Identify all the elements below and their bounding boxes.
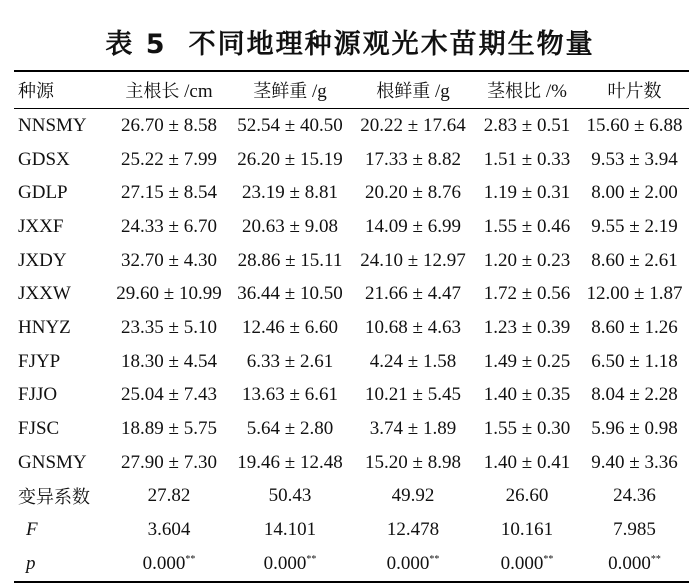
- table-cell: 20.22 ± 17.64: [360, 114, 466, 136]
- provenance-code: GNSMY: [18, 451, 87, 473]
- header-leaf-count: 叶片数: [607, 81, 662, 102]
- table-cell: 27.15 ± 8.54: [121, 182, 217, 204]
- table-cell: 10.21 ± 5.45: [365, 384, 461, 406]
- table-cell: 1.49 ± 0.25: [483, 350, 571, 372]
- table-cell: 13.63 ± 6.61: [242, 384, 338, 406]
- provenance-code: JXDY: [18, 249, 67, 271]
- table-cell: 1.20 ± 0.23: [483, 249, 571, 271]
- table-row: [14, 446, 689, 480]
- table-cell: 1.72 ± 0.56: [483, 283, 571, 305]
- p-label: p: [26, 552, 36, 574]
- table-cell: 18.30 ± 4.54: [121, 350, 217, 372]
- header-stem-root-ratio: 茎根比 /%: [487, 81, 567, 102]
- table-cell: 3.74 ± 1.89: [369, 418, 457, 440]
- cv-label: 变异系数: [18, 487, 90, 509]
- table-cell: 14.101: [263, 519, 317, 541]
- table-cell: 5.96 ± 0.98: [591, 418, 678, 440]
- table-cell: 1.23 ± 0.39: [483, 316, 571, 338]
- table-cell: 27.82: [147, 485, 191, 507]
- table-cell: 24.33 ± 6.70: [121, 215, 217, 237]
- table-cell: 18.89 ± 5.75: [121, 418, 217, 440]
- table-cell: 20.63 ± 9.08: [242, 215, 338, 237]
- table-row: [14, 210, 689, 244]
- table-cell: 8.60 ± 1.26: [591, 316, 678, 338]
- provenance-code: JXXF: [18, 215, 64, 237]
- table-cell: 24.10 ± 12.97: [360, 249, 466, 271]
- table-cell: 6.50 ± 1.18: [591, 350, 678, 372]
- biomass-table: [14, 70, 689, 583]
- table-title: [0, 22, 700, 61]
- table-cell: 36.44 ± 10.50: [237, 283, 343, 305]
- table-cell: 21.66 ± 4.47: [365, 283, 461, 305]
- provenance-code: GDLP: [18, 182, 68, 204]
- table-cell: 17.33 ± 8.82: [365, 148, 461, 170]
- table-cell: 24.36: [613, 485, 656, 507]
- cv-row: [14, 480, 689, 514]
- table-cell: 8.60 ± 2.61: [591, 249, 678, 271]
- header-root-fresh-weight: 根鲜重 /g: [376, 81, 450, 102]
- table-cell: 1.55 ± 0.46: [483, 215, 571, 237]
- table-cell: 32.70 ± 4.30: [121, 249, 217, 271]
- table-cell: 14.09 ± 6.99: [365, 215, 461, 237]
- table-row: [14, 109, 689, 143]
- table-cell: 10.68 ± 4.63: [365, 316, 461, 338]
- table-cell: 19.46 ± 12.48: [237, 451, 343, 473]
- significance-marker: **: [650, 553, 661, 565]
- p-row: [14, 547, 689, 582]
- header-row: [14, 71, 689, 109]
- provenance-code: FJSC: [18, 418, 60, 440]
- table-cell: 1.55 ± 0.30: [483, 418, 571, 440]
- table-cell: 8.00 ± 2.00: [591, 182, 678, 204]
- table-cell: 12.00 ± 1.87: [586, 283, 683, 305]
- provenance-code: JXXW: [18, 283, 71, 305]
- table-cell: 15.60 ± 6.88: [586, 114, 683, 136]
- table-cell: 0.000**: [386, 552, 440, 574]
- table-cell: 12.46 ± 6.60: [242, 316, 338, 338]
- f-row: [14, 513, 689, 547]
- table-cell: 27.90 ± 7.30: [121, 451, 217, 473]
- table-cell: 0.000**: [263, 552, 317, 574]
- table-caption: 不同地理种源观光木苗期生物量: [188, 29, 595, 60]
- table-cell: 28.86 ± 15.11: [237, 249, 343, 271]
- table-cell: 12.478: [386, 519, 440, 541]
- table-cell: 26.20 ± 15.19: [237, 148, 343, 170]
- header-stem-fresh-weight: 茎鲜重 /g: [253, 81, 327, 102]
- table-row: [14, 176, 689, 210]
- table-row: [14, 412, 689, 446]
- table-cell: 1.40 ± 0.35: [483, 384, 571, 406]
- table-row: [14, 379, 689, 413]
- table-cell: 25.22 ± 7.99: [121, 148, 217, 170]
- table-cell: 6.33 ± 2.61: [246, 350, 334, 372]
- table-cell: 3.604: [147, 519, 191, 541]
- table-cell: 4.24 ± 1.58: [369, 350, 457, 372]
- table-cell: 0.000**: [608, 552, 661, 574]
- table-cell: 10.161: [500, 519, 554, 541]
- table-cell: 25.04 ± 7.43: [121, 384, 217, 406]
- table-cell: 52.54 ± 40.50: [237, 114, 343, 136]
- table-cell: 23.35 ± 5.10: [121, 316, 217, 338]
- table-row: [14, 277, 689, 311]
- table-row: [14, 311, 689, 345]
- significance-marker: **: [306, 553, 317, 565]
- table-cell: 9.40 ± 3.36: [591, 451, 678, 473]
- table-cell: 1.51 ± 0.33: [483, 148, 571, 170]
- significance-marker: **: [543, 553, 554, 565]
- table-cell: 5.64 ± 2.80: [246, 418, 334, 440]
- table-cell: 49.92: [391, 485, 435, 507]
- table-cell: 9.55 ± 2.19: [591, 215, 678, 237]
- table-cell: 2.83 ± 0.51: [483, 114, 571, 136]
- table-cell: 0.000**: [500, 552, 554, 574]
- table-row: [14, 345, 689, 379]
- table-cell: 7.985: [613, 519, 656, 541]
- f-label: F: [26, 519, 38, 541]
- header-taproot-length: 主根长 /cm: [125, 81, 213, 102]
- significance-marker: **: [429, 553, 440, 565]
- significance-marker: **: [185, 553, 196, 565]
- table-cell: 0.000**: [142, 552, 196, 574]
- table-cell: 20.20 ± 8.76: [365, 182, 461, 204]
- provenance-code: FJYP: [18, 350, 61, 372]
- table-cell: 23.19 ± 8.81: [242, 182, 338, 204]
- provenance-code: GDSX: [18, 148, 70, 170]
- header-provenance: 种源: [18, 81, 54, 102]
- table-cell: 15.20 ± 8.98: [365, 451, 461, 473]
- table-cell: 26.60: [505, 485, 549, 507]
- provenance-code: HNYZ: [18, 316, 71, 338]
- provenance-code: NNSMY: [18, 114, 87, 136]
- table-row: [14, 143, 689, 177]
- table-cell: 8.04 ± 2.28: [591, 384, 678, 406]
- table-cell: 50.43: [268, 485, 312, 507]
- table-cell: 1.40 ± 0.41: [483, 451, 571, 473]
- table-cell: 1.19 ± 0.31: [483, 182, 571, 204]
- table-cell: 29.60 ± 10.99: [116, 283, 222, 305]
- table-cell: 9.53 ± 3.94: [591, 148, 678, 170]
- provenance-code: FJJO: [18, 384, 58, 406]
- table-number: 表 5: [105, 29, 167, 60]
- table-cell: 26.70 ± 8.58: [121, 114, 217, 136]
- table-row: [14, 244, 689, 278]
